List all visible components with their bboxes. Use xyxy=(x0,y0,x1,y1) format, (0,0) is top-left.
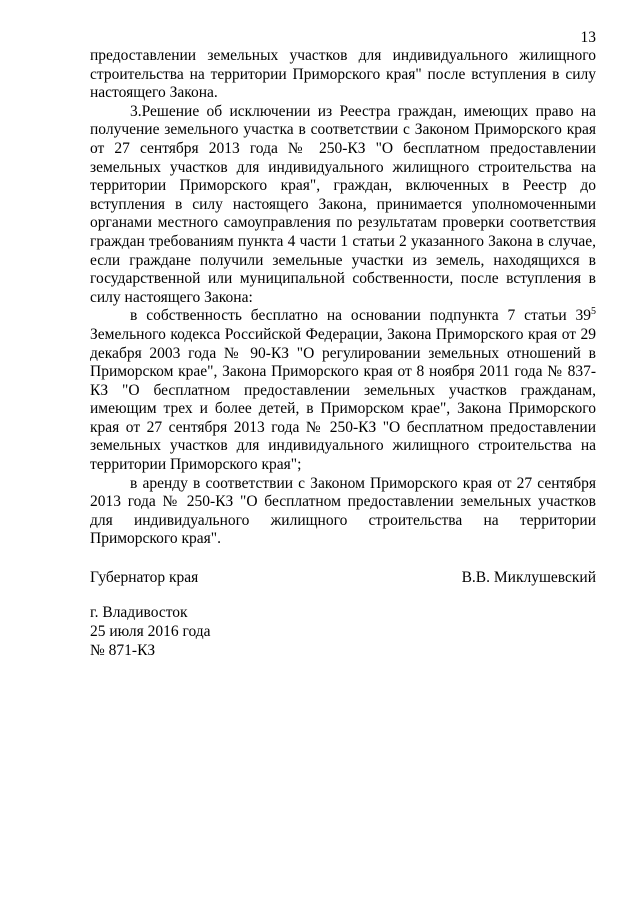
law-number: № 871-КЗ xyxy=(90,642,156,659)
paragraph-ownership-rest: Земельного кодекса Российской Федерации, Закона Приморского края от 29 декабря 2003 года № 90-КЗ "О регулировании земельных отношений в Приморском крае", Закона Приморского края от 8 ноября 2011 года № 837-КЗ "О бесплатном предоставлении земельных участков гражданам, имеющим трех и более детей, в Приморском крае", Закона Приморского края от 27 сентября 2013 года № 250-КЗ "О бесплатном предоставлении земельных участков для индивидуального жилищного строительства на территории Приморского края"; xyxy=(90,325,596,474)
paragraph-lease: в аренду в соответствии с Законом Приморского края от 27 сентября 2013 года № 250-КЗ "О бесплатном предоставлении земельных участков для индивидуального жилищного строительства на территории Приморского края". xyxy=(90,474,596,548)
city: г. Владивосток xyxy=(90,604,188,621)
signatory-name: В.В. Миклушевский xyxy=(461,569,596,586)
page-number: 13 xyxy=(580,29,596,46)
document-body xyxy=(90,47,596,549)
paragraph-continuation: предоставлении земельных участков для индивидуального жилищного строительства на территории Приморского края" после вступления в силу настоящего Закона. xyxy=(90,47,596,102)
paragraph-ownership-start: в собственность бесплатно на основании подпункта 7 статьи 39 xyxy=(130,307,591,325)
article-superscript: 5 xyxy=(591,306,596,318)
law-date: 25 июля 2016 года xyxy=(90,623,211,640)
paragraph-ownership xyxy=(90,307,596,474)
place-date-block xyxy=(90,603,390,660)
signatory-position: Губернатор края xyxy=(90,569,199,586)
paragraph-item-3: 3.Решение об исключении из Реестра граждан, имеющих право на получение земельного участка в соответствии с Законом Приморского края от 27 сентября 2013 года № 250-КЗ "О бесплатном предоставлении земельных участков для индивидуального жилищного строительства на территории Приморского края", граждан, включенных в Реестр до вступления в силу настоящего Закона, принимается уполномоченными органами местного самоуправления по результатам проверки соответствия граждан требованиям пункта 4 части 1 статьи 2 указанного Закона в случае, если граждане получили земельные участки из земель, находящихся в государственной или муниципальной собственности, после вступления в силу настоящего Закона: xyxy=(90,102,596,306)
signature-row xyxy=(90,568,596,587)
